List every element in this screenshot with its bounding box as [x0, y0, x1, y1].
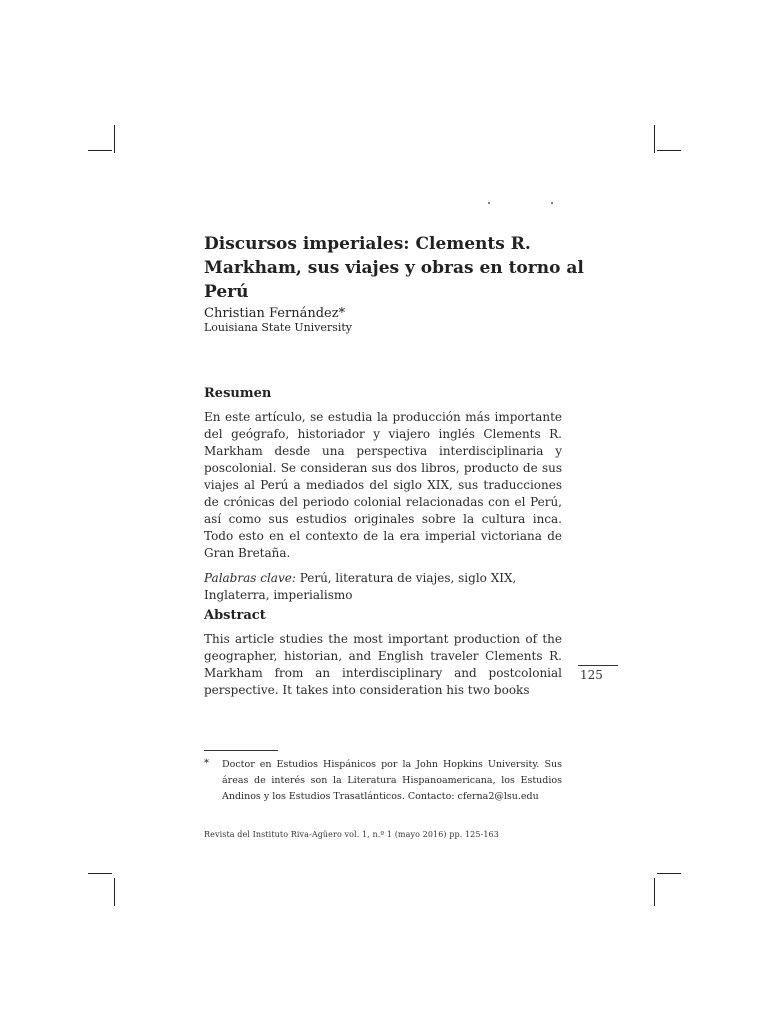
footnote-rule: [204, 750, 278, 751]
journal-citation: Revista del Instituto Riva-Agüero vol. 1, n.º 1 (mayo 2016) pp. 125-163: [204, 830, 499, 839]
crop-mark-bottom-right-h: [657, 873, 681, 874]
page-number: 125: [580, 668, 603, 682]
author-name: Christian Fernández*: [204, 306, 346, 321]
resumen-text: En este artículo, se estudia la producción más importante del geógrafo, historiador y viajero inglés Clements R. Markham desde una perspectiva interdisciplinaria y poscolonial. Se consideran sus dos libros, producto de sus viajes al Perú a mediados del siglo XIX, sus traducciones de crónicas del periodo colonial relacionadas con el Perú, así como sus estudios originales sobre la cultura inca. Todo esto en el contexto de la era imperial victoriana de Gran Bretaña.: [204, 410, 562, 560]
page-number-rule: [578, 665, 618, 666]
keywords-label: Palabras clave:: [204, 571, 296, 585]
abstract-heading: Abstract: [204, 608, 266, 623]
crop-mark-top-right-v: [654, 125, 655, 153]
keywords-text: Perú, literatura de viajes, siglo XIX, Inglaterra, imperialismo: [204, 571, 517, 602]
footnote-text: Doctor en Estudios Hispánicos por la John Hopkins University. Sus áreas de interés son la Literatura Hispanoamericana, los Estudios Andinos y los Estudios Trasatlánticos. Contacto: cferna2@lsu.edu: [222, 759, 562, 802]
crop-mark-top-left-v: [114, 125, 115, 153]
crop-mark-bottom-left-h: [88, 873, 112, 874]
registration-dot: [488, 202, 490, 204]
resumen-heading: Resumen: [204, 386, 272, 401]
article-title: Discursos imperiales: Clements R. Markham, sus viajes y obras en torno al Perú: [204, 234, 584, 302]
registration-dot: [551, 202, 553, 204]
abstract-section: [204, 631, 562, 699]
resumen-section: [204, 409, 562, 604]
crop-mark-bottom-left-v: [114, 878, 115, 906]
crop-mark-top-left-h: [88, 150, 112, 151]
keywords-paragraph: [204, 570, 562, 604]
author-affiliation: Louisiana State University: [204, 321, 352, 334]
crop-mark-bottom-right-v: [654, 878, 655, 906]
crop-mark-top-right-h: [657, 150, 681, 151]
abstract-text: This article studies the most important production of the geographer, historian, and English traveler Clements R. Markham from an interdisciplinary and postcolonial perspective. It takes into consideration his two books: [204, 632, 562, 697]
footnote-mark: *: [204, 758, 209, 769]
